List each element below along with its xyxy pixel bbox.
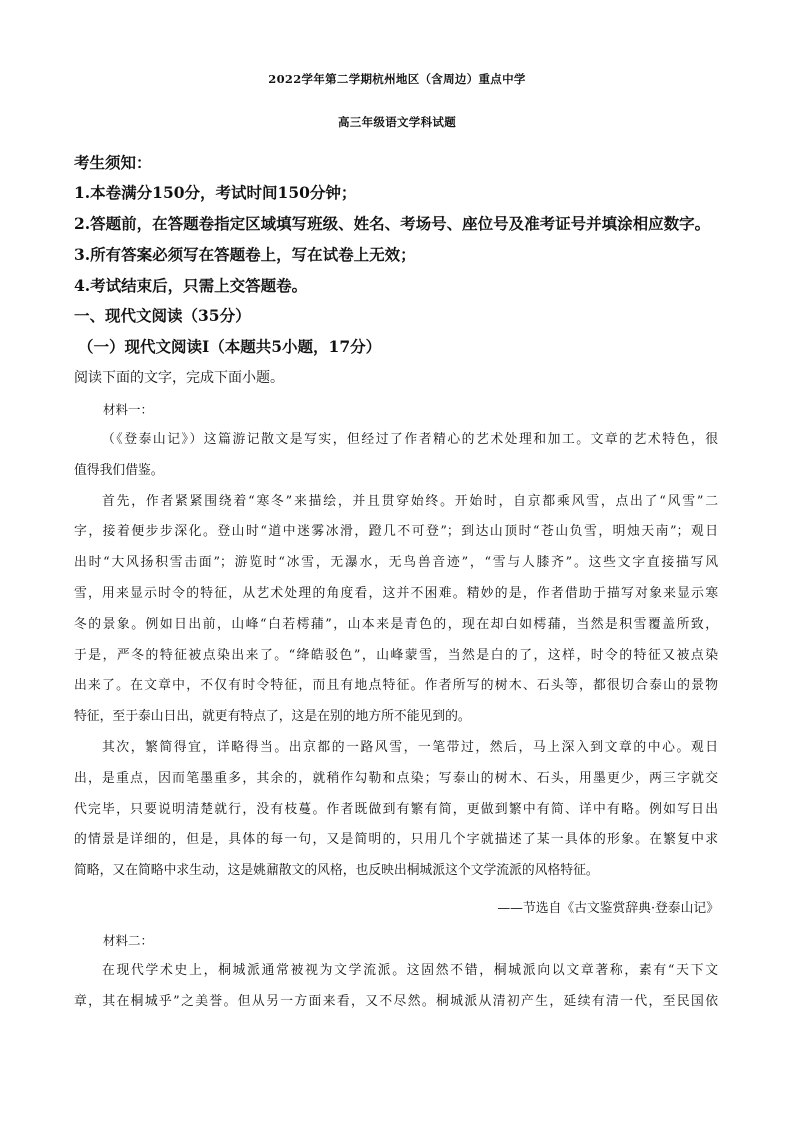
material-1-source: ——节选自《古文鉴赏辞典·登泰山记》 xyxy=(497,901,719,916)
text-line: 于是，严冬的特征被点染出来了。“绛皓驳色”，山峰蒙雪，当然是白的了，这样，时令的特征又被点染 xyxy=(74,647,718,663)
text-line: 出，是重点，因而笔墨重多，其余的，就稍作勾勒和点染；写泰山的树木、石头，用墨更少，两三字就交 xyxy=(74,770,718,786)
text-line: 冬的景象。例如日出前，山峰“白若樗蒱”，山本来是青色的，现在却白如樗蒱，当然是积雪覆盖所致， xyxy=(74,616,718,632)
notice-item-1: 1.本卷满分150分，考试时间150分钟； xyxy=(74,183,357,202)
notice-item-4: 4.考试结束后，只需上交答题卷。 xyxy=(74,276,308,295)
material-1-body xyxy=(74,425,718,887)
text-line: 简略，又在简略中求生动，这是姚鼐散文的风格，也反映出桐城派这个文学流派的风格特征。 xyxy=(74,863,599,879)
text-line: 首先，作者紧紧围绕着“寒冬”来描绘，并且贯穿始终。开始时，自京都乘风雪，点出了“风雪”二 xyxy=(102,493,718,509)
text-line: 出来了。在文章中，不仅有时令特征，而且有地点特征。作者所写的树木、石头等，都很切合泰山的景物 xyxy=(74,678,718,694)
material-1-paragraph-3 xyxy=(74,733,718,887)
section-subheading: （一）现代文阅读Ⅰ（本题共5小题，17分） xyxy=(78,337,382,356)
text-line: 的情景是详细的，但是，具体的每一句，又是简明的，只用几个字就描述了某一具体的形象。在繁复中求 xyxy=(74,832,718,848)
notice-heading: 考生须知： xyxy=(74,153,152,172)
text-line: 字，接着便步步深化。登山时“道中迷雾冰滑，蹬几不可登”；到达山顶时“苍山负雪，明烛天南”；观日 xyxy=(74,524,718,540)
material-2-paragraph-1 xyxy=(74,956,718,1018)
material-1-label: 材料一： xyxy=(103,402,154,417)
section-heading: 一、现代文阅读（35分） xyxy=(74,306,251,325)
text-line: 出时“大风扬积雪击面”；游览时“冰雪，无瀑水，无鸟兽音迹”，“雪与人膝齐”。这些文字直接描写风 xyxy=(74,555,718,571)
material-2-body xyxy=(74,956,718,1018)
reading-instruction: 阅读下面的文字，完成下面小题。 xyxy=(74,370,284,386)
text-line: 在现代学术史上，桐城派通常被视为文学流派。这固然不错，桐城派向以文章著称，素有“天下文 xyxy=(102,963,718,978)
material-1-paragraph-1 xyxy=(74,425,718,487)
text-line: 其次，繁简得宜，详略得当。出京都的一路风雪，一笔带过，然后，马上深入到文章的中心。观日 xyxy=(102,739,718,755)
material-2-label: 材料二： xyxy=(103,933,154,948)
exam-subtitle: 高三年级语文学科试题 xyxy=(338,115,456,129)
text-line: 值得我们借鉴。 xyxy=(74,462,164,478)
text-line: 雪，用来显示时令的特征，从艺术处理的角度看，这并不困难。精妙的是，作者借助于描写对象来显示寒 xyxy=(74,585,718,601)
text-line: 章，其在桐城乎”之美誉。但从另一方面来看，又不尽然。桐城派从清初产生，延续有清一代，至民国依 xyxy=(74,993,718,1009)
text-line: 特征，至于泰山日出，就更有特点了，这是在别的地方所不能见到的。 xyxy=(74,709,471,725)
exam-title: 2022学年第二学期杭州地区（含周边）重点中学 xyxy=(268,72,526,86)
notice-item-2: 2.答题前，在答题卷指定区域填写班级、姓名、考场号、座位号及准考证号并填涂相应数字。 xyxy=(74,214,711,233)
material-1-paragraph-2 xyxy=(74,487,718,733)
text-line: （《登泰山记》）这篇游记散文是写实，但经过了作者精心的艺术处理和加工。文章的艺术特色，很 xyxy=(102,432,718,447)
text-line: 代完毕，只要说明清楚就行，没有枝蔓。作者既做到有繁有简，更做到繁中有简、详中有略。例如写日出 xyxy=(74,801,718,817)
notice-item-3: 3.所有答案必须写在答题卷上，写在试卷上无效； xyxy=(74,245,416,264)
